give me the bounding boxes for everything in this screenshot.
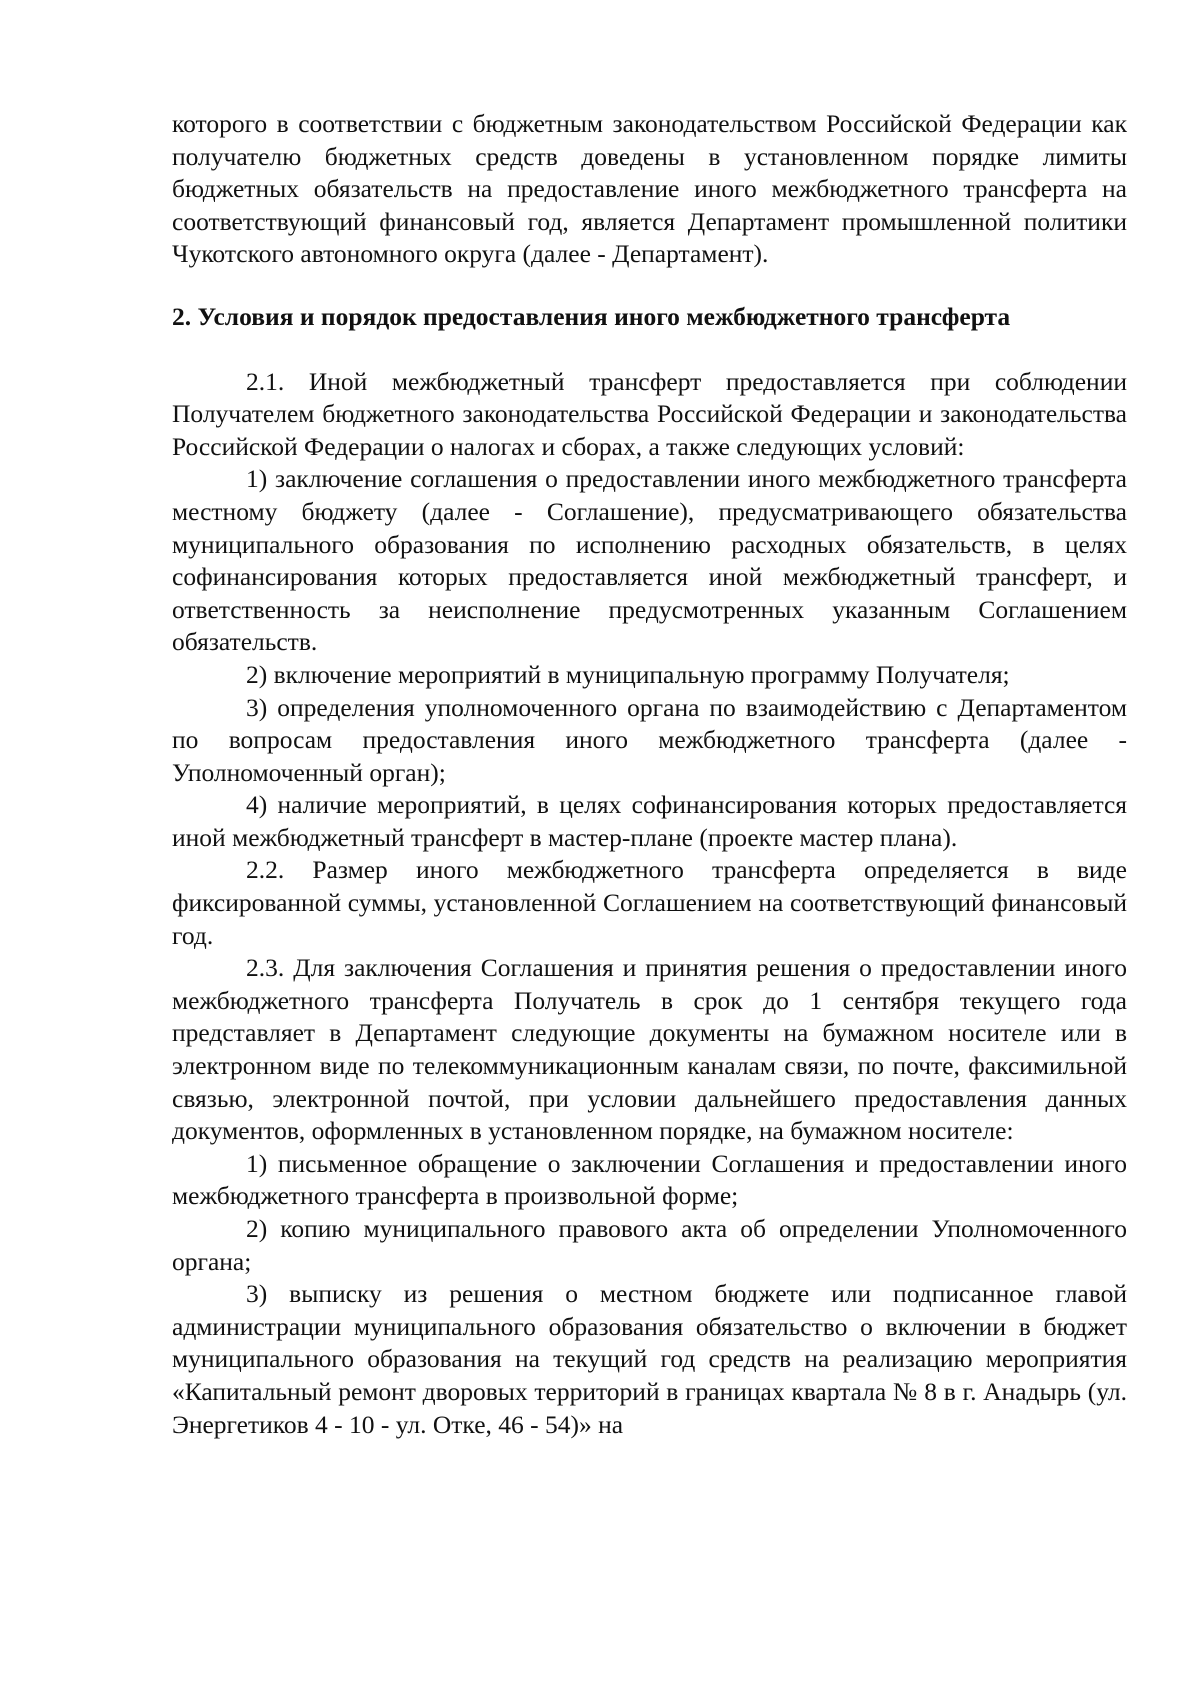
- paragraph-2-1-item-4: 4) наличие мероприятий, в целях софинансирования которых предоставляется иной межбюджетный трансферт в мастер-плане (проекте мастер плана).: [172, 790, 1127, 852]
- paragraph-2-1-item-2: 2) включение мероприятий в муниципальную программу Получателя;: [246, 659, 1010, 689]
- paragraph-2-1: 2.1. Иной межбюджетный трансферт предоставляется при соблюдении Получателем бюджетного законодательства Российской Федерации и законодательства Российской Федерации о налогах и сборах, а также следующих условий:: [172, 366, 1127, 461]
- paragraph-2-3-item-1: 1) письменное обращение о заключении Соглашения и предоставлении иного межбюджетного трансферта в произвольной форме;: [172, 1148, 1127, 1211]
- paragraph-2-1-item-3: 3) определения уполномоченного органа по взаимодействию с Департаментом по вопросам предоставления иного межбюджетного трансферта (далее - Уполномоченный орган);: [172, 692, 1127, 787]
- intro-paragraph: которого в соответствии с бюджетным законодательством Российской Федерации как получателю бюджетных средств доведены в установленном порядке лимиты бюджетных обязательств на предоставление иного межбюджетного трансферта на соответствующий финансовый год, является Департамент промышленной политики Чукотского автономного округа (далее - Департамент).: [172, 109, 1127, 269]
- paragraph-2-3-item-3: 3) выписку из решения о местном бюджете или подписанное главой администрации муниципального образования обязательство о включении в бюджет муниципального образования на текущий год средств на реализацию мероприятия «Капитальный ремонт дворовых территорий в границах квартала № 8 в г. Анадырь (ул. Энергетиков 4 - 10 - ул. Отке, 46 - 54)» на: [172, 1279, 1127, 1439]
- document-page: [172, 108, 1127, 1441]
- paragraph-2-3-item-2: 2) копию муниципального правового акта об определении Уполномоченного органа;: [172, 1214, 1127, 1276]
- paragraph-2-3: 2.3. Для заключения Соглашения и принятия решения о предоставлении иного межбюджетного трансферта Получатель в срок до 1 сентября текущего года представляет в Департамент следующие документы на бумажном носителе или в электронном виде по телекоммуникационным каналам связи, по почте, факсимильной связью, электронной почтой, при условии дальнейшего предоставления данных документов, оформленных в установленном порядке, на бумажном носителе:: [172, 953, 1127, 1146]
- paragraph-2-2: 2.2. Размер иного межбюджетного трансферта определяется в виде фиксированной суммы, установленной Соглашением на соответствующий финансовый год.: [172, 855, 1127, 950]
- section-heading: 2. Условия и порядок предоставления иного межбюджетного трансферта: [172, 301, 1011, 331]
- paragraph-2-1-item-1: 1) заключение соглашения о предоставлении иного межбюджетного трансферта местному бюджету (далее - Соглашение), предусматривающего обязательства муниципального образования по исполнению расходных обязательств, в целях софинансирования которых предоставляется иной межбюджетный трансферт, и ответственность за неисполнение предусмотренных указанным Соглашением обязательств.: [172, 464, 1127, 657]
